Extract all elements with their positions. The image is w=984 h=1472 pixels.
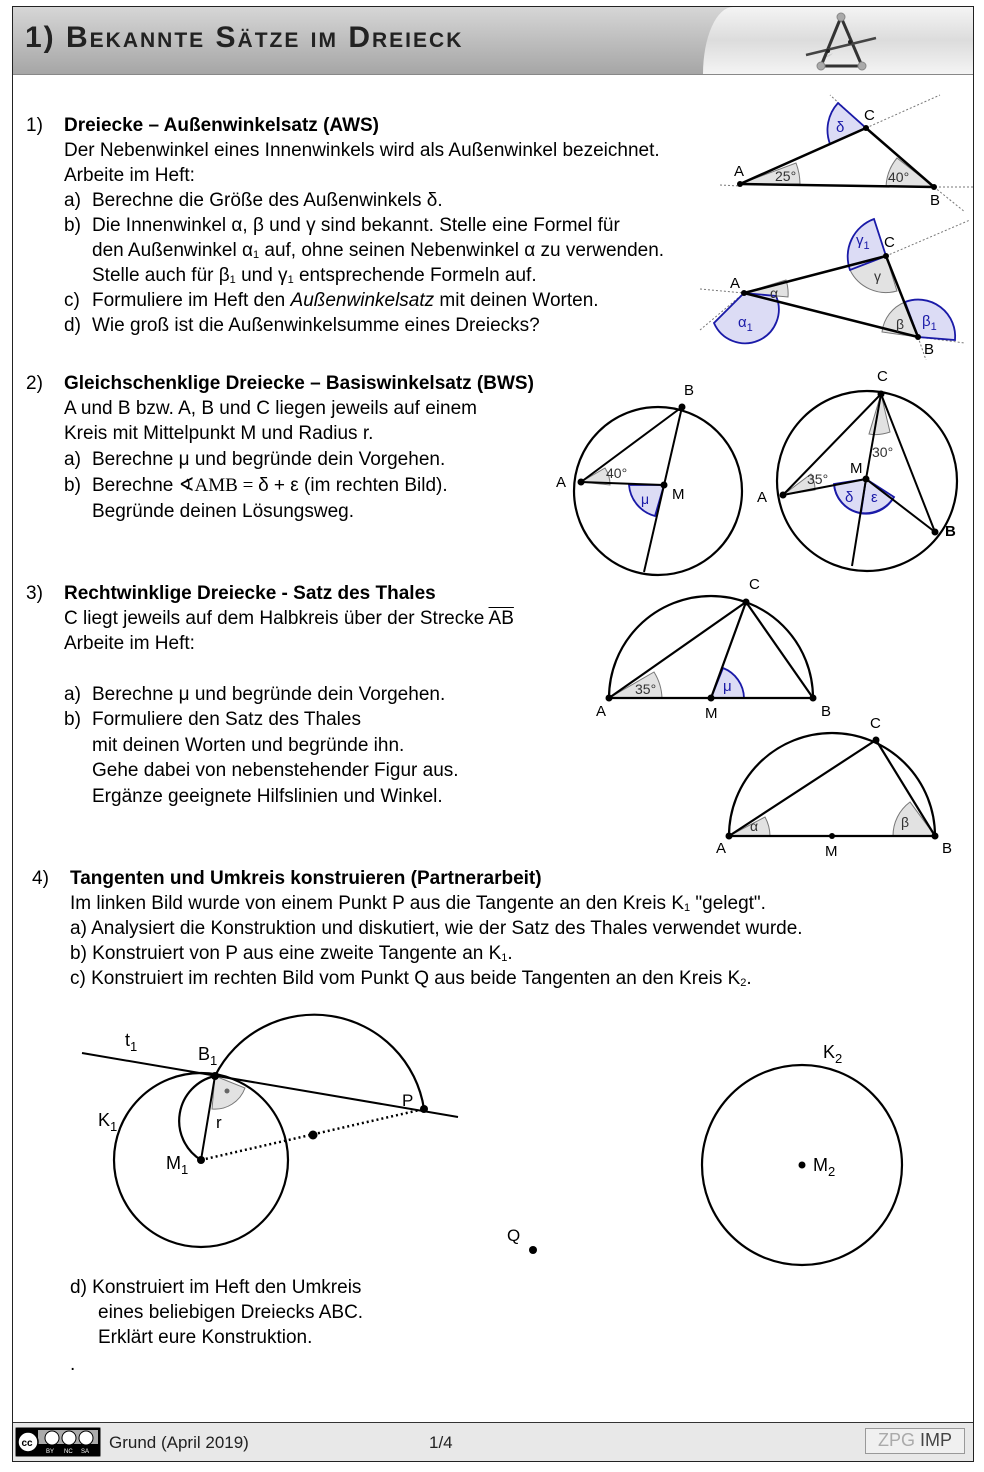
- tangent-construction-figure: [70, 1010, 470, 1260]
- task1-title: Dreiecke – Außenwinkelsatz (AWS): [64, 115, 380, 136]
- nc-text: NC: [64, 1449, 73, 1455]
- label-C: C: [864, 107, 875, 124]
- label-M: M: [672, 486, 685, 503]
- text: den Außenwinkel α: [92, 240, 253, 261]
- task4-intro: [70, 891, 766, 916]
- task4-number: 4): [32, 868, 49, 889]
- task3-b-line2: mit deinen Worten und begründe ihn.: [92, 735, 405, 756]
- label-B: B: [924, 341, 935, 358]
- angle-mu-label: μ: [641, 491, 650, 507]
- task4-d-line2: eines beliebigen Dreiecks ABC.: [98, 1302, 364, 1323]
- task4-b-text: [70, 941, 513, 966]
- angle-formula: ∢AMB =: [178, 475, 259, 496]
- angle-beta-label: β: [896, 316, 905, 332]
- task3-b-line4: Ergänze geeignete Hilfslinien und Winkel.: [92, 786, 443, 807]
- label-B: B: [942, 840, 953, 857]
- symbol: K: [98, 1110, 111, 1130]
- page-number: 1/4: [429, 1433, 453, 1452]
- text: Stelle auch für β: [92, 265, 230, 286]
- symbol: γ: [856, 232, 864, 249]
- task1-a-text: Berechne die Größe des Außenwinkels δ.: [92, 190, 443, 211]
- subscript: 1: [110, 1119, 118, 1134]
- angle-C-label: 30°: [872, 444, 894, 460]
- task4-d-line3: Erklärt eure Konstruktion.: [98, 1327, 313, 1348]
- text: C liegt jeweils auf dem Halbkreis über der Strecke: [64, 608, 489, 629]
- task3-a-text: Berechne μ und begründe dein Vorgehen.: [92, 684, 446, 705]
- label-A: A: [596, 703, 607, 720]
- label-t1: [125, 1030, 137, 1054]
- task3-number: 3): [26, 583, 43, 604]
- label-Q: Q: [507, 1226, 521, 1245]
- angle-beta-label: β: [901, 814, 910, 830]
- label-P: P: [402, 1091, 414, 1110]
- task1-b-line3: [92, 263, 537, 288]
- label-M: M: [705, 705, 718, 722]
- task4-a-text: a) Analysiert die Konstruktion und diskutiert, wie der Satz des Thales verwendet wurde.: [70, 918, 803, 939]
- label-K2: [823, 1042, 842, 1066]
- angle-alpha-label: α: [750, 818, 759, 834]
- task2-title: Gleichschenklige Dreiecke – Basiswinkelsatz (BWS): [64, 373, 534, 394]
- task2-a-text: Berechne μ und begründe dein Vorgehen.: [92, 449, 446, 470]
- subscript: 1: [684, 902, 691, 914]
- header: [13, 7, 973, 75]
- subscript: 1: [863, 240, 870, 252]
- cc-text: cc: [21, 1438, 33, 1449]
- subscript: 1: [287, 274, 294, 286]
- task3-b-label: b): [64, 709, 81, 730]
- task2-b-text: [92, 473, 448, 498]
- text: und γ: [235, 265, 288, 286]
- label-B: B: [945, 523, 956, 540]
- triangle-angle-logo-icon: [803, 11, 883, 73]
- label-C: C: [884, 234, 895, 251]
- label-B: B: [821, 703, 832, 720]
- page-title: 1) Bekannte Sätze im Dreieck: [25, 21, 464, 54]
- header-logo-area: [703, 7, 973, 74]
- symbol: β: [922, 313, 931, 330]
- task1-b-line2: [92, 238, 664, 263]
- task3-instruction: Arbeite im Heft:: [64, 633, 195, 654]
- task1-b-label: b): [64, 215, 81, 236]
- text: entsprechende Formeln auf.: [293, 265, 537, 286]
- text: mit deinen Worten.: [434, 290, 599, 311]
- angle-epsilon-label: ε: [871, 489, 878, 506]
- task1-instruction: Arbeite im Heft:: [64, 165, 195, 186]
- symbol: K: [823, 1042, 836, 1062]
- text: Im linken Bild wurde von einem Punkt P aus die Tangente an den Kreis K: [70, 893, 685, 914]
- task3-b-line1: Formuliere den Satz des Thales: [92, 709, 361, 730]
- task1-number: 1): [26, 115, 43, 136]
- subscript: 2: [740, 977, 747, 989]
- label-C: C: [877, 368, 888, 385]
- task3-a-label: a): [64, 684, 81, 705]
- symbol: M: [813, 1155, 828, 1175]
- label-B: B: [684, 382, 695, 399]
- task1-d-text: Wie groß ist die Außenwinkelsumme eines Dreiecks?: [92, 315, 540, 336]
- text: "gelegt".: [690, 893, 766, 914]
- task2-a-label: a): [64, 449, 81, 470]
- text: c) Konstruiert im rechten Bild vom Punkt Q aus beide Tangenten an den Kreis K: [70, 968, 741, 989]
- by-text: BY: [46, 1449, 55, 1455]
- task3-line1: [64, 606, 514, 631]
- label-M1: [166, 1153, 188, 1177]
- task2-number: 2): [26, 373, 43, 394]
- angle-A-label: 40°: [606, 465, 628, 481]
- angle-A-label: 35°: [807, 471, 829, 487]
- text: Berechne: [92, 475, 179, 496]
- angle-A-label: 25°: [775, 168, 797, 184]
- angle-gamma-label: γ: [874, 268, 881, 284]
- italic-term: Außenwinkelsatz: [290, 290, 435, 311]
- license-graphic: [16, 1428, 100, 1456]
- text: δ + ε (im rechten Bild).: [258, 475, 448, 496]
- segment-AB: $\overline{AB}$: [488, 608, 514, 629]
- tangent-task-figure: [490, 1030, 910, 1270]
- label-C: C: [870, 715, 881, 732]
- text: .: [746, 968, 752, 989]
- label-M: M: [850, 460, 863, 477]
- label-K1: [98, 1110, 117, 1134]
- angle-A-label: 35°: [635, 681, 657, 697]
- label-M: M: [825, 843, 838, 860]
- brand-zpg: ZPG: [877, 1430, 915, 1450]
- task1-b-line1: Die Innenwinkel α, β und γ sind bekannt. Stelle eine Formel für: [92, 215, 620, 236]
- label-A: A: [757, 489, 768, 506]
- task4-c-text: [70, 966, 752, 991]
- label-A: A: [730, 275, 741, 292]
- task1-c-text: [92, 288, 599, 313]
- label-A: A: [556, 474, 567, 491]
- task1-intro: Der Nebenwinkel eines Innenwinkels wird als Außenwinkel bezeichnet.: [64, 140, 660, 161]
- subscript: 1: [229, 274, 236, 286]
- symbol: t: [125, 1030, 131, 1050]
- task1-a-label: a): [64, 190, 81, 211]
- sa-text: SA: [81, 1449, 90, 1455]
- text: Formuliere im Heft den: [92, 290, 291, 311]
- footer: [13, 1422, 973, 1461]
- angle-mu-label: μ: [723, 678, 732, 695]
- subscript: 1: [930, 321, 937, 333]
- exterior-angle-figure-2: [690, 215, 980, 360]
- task4-title: Tangenten und Umkreis konstruieren (Partnerarbeit): [70, 868, 542, 889]
- footer-author: Grund (April 2019): [109, 1433, 249, 1452]
- task3-b-line3: Gehe dabei von nebenstehender Figur aus.: [92, 760, 459, 781]
- isosceles-circle-figure-left: [548, 370, 758, 580]
- label-A: A: [734, 163, 745, 180]
- cc-by-nc-sa-icon[interactable]: [15, 1427, 101, 1457]
- task2-b-line2: Begründe deinen Lösungsweg.: [92, 501, 354, 522]
- text: auf, ohne seinen Nebenwinkel α zu verwenden.: [259, 240, 665, 261]
- isosceles-circle-figure-right: [755, 365, 975, 575]
- label-M2: [813, 1155, 835, 1179]
- brand-imp: IMP: [920, 1430, 953, 1450]
- subscript: 1: [181, 1162, 189, 1177]
- task3-title: Rechtwinklige Dreiecke - Satz des Thales: [64, 583, 436, 604]
- task2-line1: A und B bzw. A, B und C liegen jeweils auf einem: [64, 398, 477, 419]
- thales-figure-top: [590, 570, 840, 725]
- subscript: 1: [501, 952, 508, 964]
- angle-alpha-label: α: [770, 285, 779, 301]
- text: .: [507, 943, 513, 964]
- subscript: 1: [746, 322, 753, 334]
- exterior-angle-figure-1: [700, 90, 980, 215]
- symbol: α: [738, 314, 747, 331]
- subscript: 1: [252, 249, 260, 261]
- task1-d-label: d): [64, 315, 81, 336]
- thales-figure-bottom: [710, 710, 965, 865]
- label-B: B: [930, 192, 941, 209]
- task1-c-label: c): [64, 290, 80, 311]
- angle-delta-label: δ: [836, 119, 845, 136]
- label-A: A: [716, 840, 727, 857]
- label-r: r: [216, 1113, 222, 1132]
- subscript: 2: [828, 1164, 836, 1179]
- symbol: M: [166, 1153, 181, 1173]
- angle-B-label: 40°: [888, 169, 910, 185]
- task2-b-label: b): [64, 475, 81, 496]
- task2-line2: Kreis mit Mittelpunkt M und Radius r.: [64, 423, 374, 444]
- angle-delta-label: δ: [845, 489, 854, 506]
- task4-d-line1: d) Konstruiert im Heft den Umkreis: [70, 1277, 362, 1298]
- label-B1: [198, 1044, 217, 1068]
- text: b) Konstruiert von P aus eine zweite Tangente an K: [70, 943, 502, 964]
- zpg-imp-logo: [865, 1428, 965, 1454]
- subscript: 2: [835, 1051, 843, 1066]
- subscript: 1: [130, 1039, 138, 1054]
- label-C: C: [749, 576, 760, 593]
- subscript: 1: [210, 1053, 218, 1068]
- trailing-dot: .: [70, 1354, 76, 1375]
- symbol: B: [198, 1044, 211, 1064]
